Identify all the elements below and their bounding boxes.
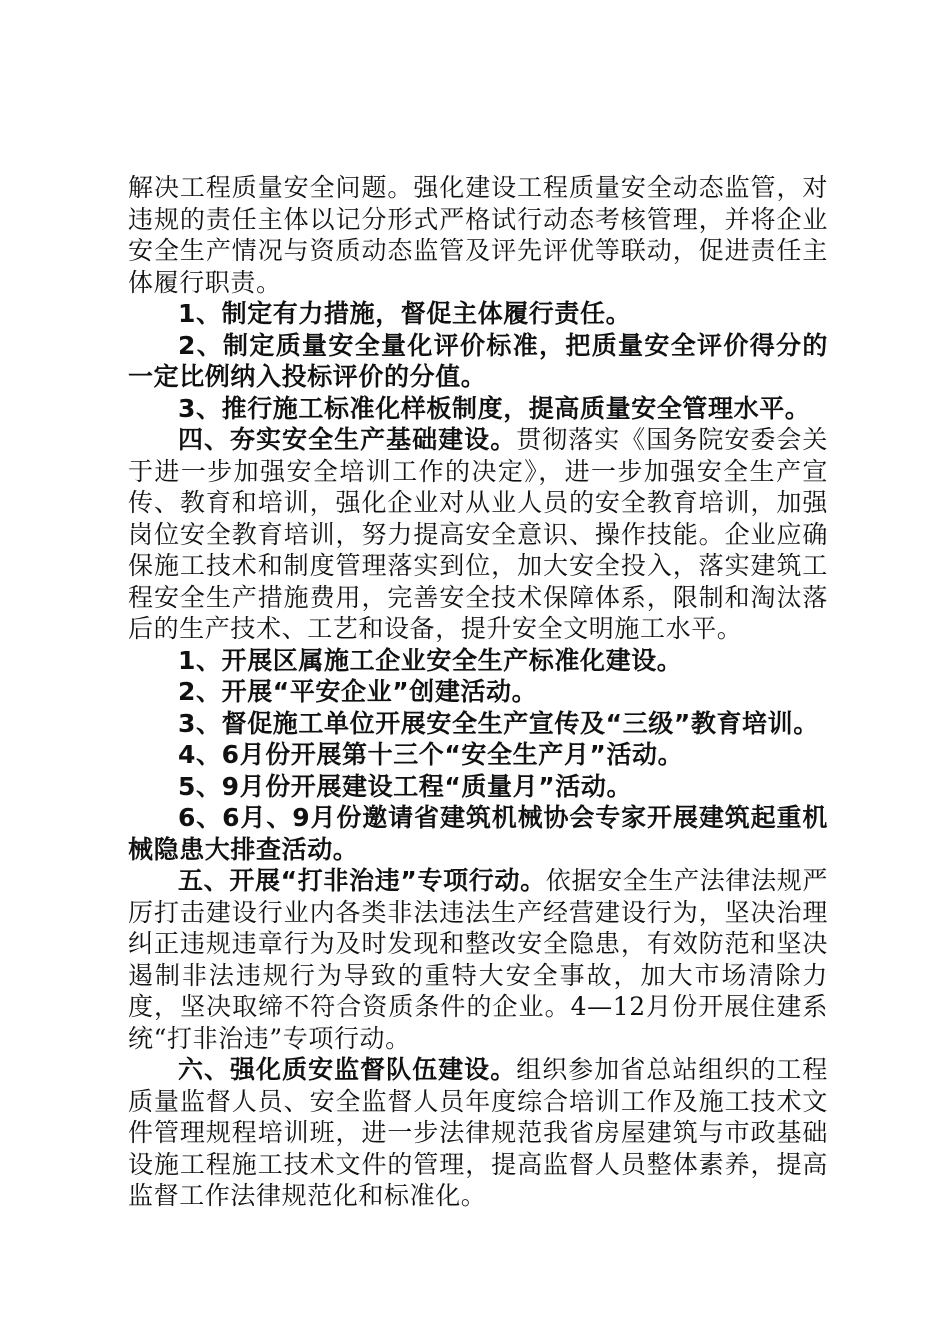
list-item: 4、6月份开展第十三个“安全生产月”活动。 xyxy=(178,740,684,769)
section-5-body: 依据安全生产法律法规严厉打击建设行业内各类非法违法生产经营建设行为，坚决治理纠正违规违章行为及时发现和整改安全隐患，有效防范和坚决遏制非法违规行为导致的重特大安全事故，加大市场清除力度，坚决取缔不符合资质条件的企业。4—12月份开展住建系统“打非治违”专项行动。 xyxy=(128,866,828,1053)
list-item: 2、制定质量安全量化评价标准，把质量安全评价得分的一定比例纳入投标评价的分值。 xyxy=(128,330,828,391)
list-item: 5、9月份开展建设工程“质量月”活动。 xyxy=(178,771,633,801)
section-6-body: 组织参加省总站组织的工程质量监督人员、安全监督人员年度综合培训工作及施工技术文件管理规程培训班，进一步法律规范我省房屋建筑与市政基础设施工程施工技术文件的管理，提高监督人员整体素养，提高监督工作法律规范化和标准化。 xyxy=(128,1055,828,1210)
list-item: 6、6月、9月份邀请省建筑机械协会专家开展建筑起重机械隐患大排查活动。 xyxy=(128,803,828,864)
document-page xyxy=(128,172,828,1212)
list-item: 3、督促施工单位开展安全生产宣传及“三级”教育培训。 xyxy=(178,708,819,738)
section-6 xyxy=(128,1054,828,1212)
section-5 xyxy=(128,865,828,1054)
section-5-heading: 五、开展“打非治违”专项行动。 xyxy=(178,866,546,895)
section-4 xyxy=(128,424,828,645)
section-6-heading: 六、强化质安监督队伍建设。 xyxy=(178,1055,517,1084)
list-item: 3、推行施工标准化样板制度，提高质量安全管理水平。 xyxy=(178,393,811,423)
section-4-heading: 四、夯实安全生产基础建设。 xyxy=(178,425,517,454)
paragraph-intro: 解决工程质量安全问题。强化建设工程质量安全动态监管，对违规的责任主体以记分形式严格试行动态考核管理，并将企业安全生产情况与资质动态监管及评先评优等联动，促进责任主体履行职责。 xyxy=(128,173,828,297)
list-item: 2、开展“平安企业”创建活动。 xyxy=(178,677,538,706)
section-4-body: 贯彻落实《国务院安委会关于进一步加强安全培训工作的决定》，进一步加强安全生产宣传、教育和培训，强化企业对从业人员的安全教育培训，加强岗位安全教育培训，努力提高安全意识、操作技能。企业应确保施工技术和制度管理落实到位，加大安全投入，落实建筑工程安全生产措施费用，完善安全技术保障体系，限制和淘汰落后的生产技术、工艺和设备，提升安全文明施工水平。 xyxy=(128,425,828,643)
list-item: 1、开展区属施工企业安全生产标准化建设。 xyxy=(178,645,683,675)
list-item: 1、制定有力措施，督促主体履行责任。 xyxy=(178,299,632,328)
